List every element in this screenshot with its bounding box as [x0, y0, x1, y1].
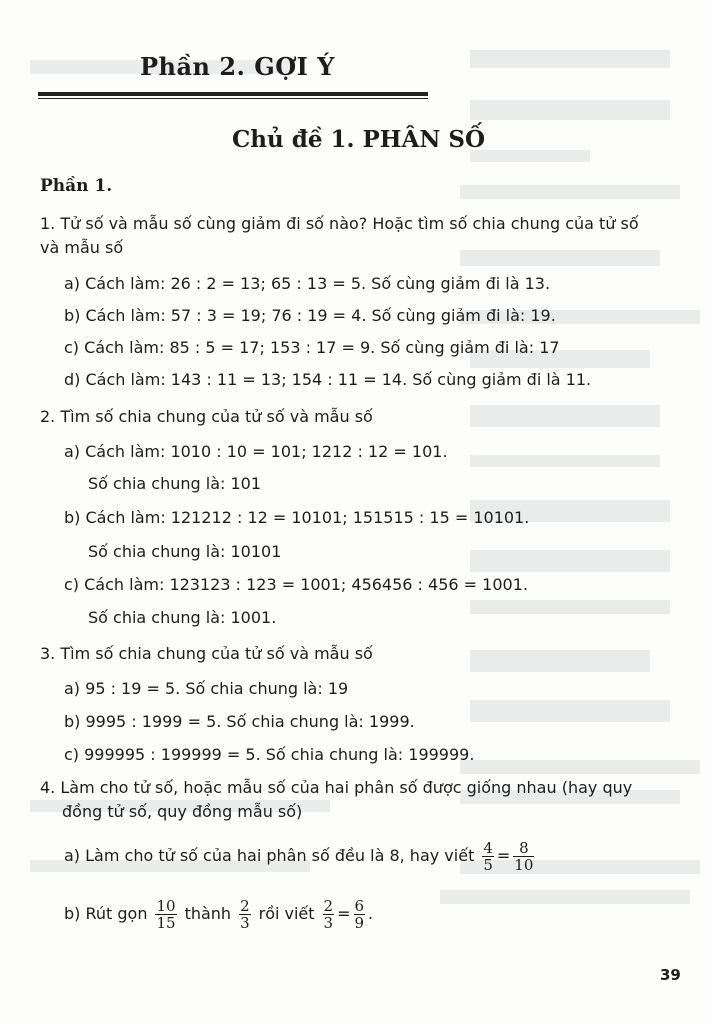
- q1-heading-cont: và mẫu số: [40, 238, 124, 257]
- part-title: Phần 2. GỢI Ý: [140, 52, 335, 81]
- q2-item-b-result: Số chia chung là: 10101: [88, 542, 282, 561]
- q3-item-c: c) 999995 : 199999 = 5. Số chia chung là: 199999.: [64, 745, 475, 764]
- q3-item-a: a) 95 : 19 = 5. Số chia chung là: 19: [64, 679, 349, 698]
- q1-item-d: d) Cách làm: 143 : 11 = 13; 154 : 11 = 14. Số cùng giảm đi là 11.: [64, 370, 592, 389]
- section-label: Phần 1.: [40, 176, 113, 196]
- q4-item-a-text: a) Làm cho tử số của hai phân số đều là 8, hay viết: [64, 846, 475, 865]
- q1-item-b: b) Cách làm: 57 : 3 = 19; 76 : 19 = 4. Số cùng giảm đi là: 19.: [64, 306, 556, 325]
- q2-item-b: b) Cách làm: 121212 : 12 = 10101; 151515 : 15 = 10101.: [64, 508, 530, 527]
- q2-item-c: c) Cách làm: 123123 : 123 = 1001; 456456 : 456 = 1001.: [64, 575, 528, 594]
- q3-item-b: b) 9995 : 1999 = 5. Số chia chung là: 1999.: [64, 712, 415, 731]
- q4-heading: 4. Làm cho tử số, hoặc mẫu số của hai phân số được giống nhau (hay quy: [40, 778, 633, 797]
- period: .: [368, 904, 374, 923]
- q1-item-a: a) Cách làm: 26 : 2 = 13; 65 : 13 = 5. Số cùng giảm đi là 13.: [64, 274, 551, 293]
- q4-item-b-text: rồi viết: [258, 904, 315, 923]
- equals-sign: =: [496, 846, 511, 865]
- chapter-title: Chủ đề 1. PHÂN SỐ: [232, 126, 486, 153]
- q4-item-b-text: b) Rút gọn: [64, 904, 148, 923]
- q4-item-b: [64, 894, 373, 934]
- q4-heading-cont: đồng tử số, quy đồng mẫu số): [62, 802, 303, 821]
- fraction: $\frac{8}{10}$: [514, 838, 534, 874]
- q1-heading: 1. Tử số và mẫu số cùng giảm đi số nào? Hoặc tìm số chia chung của tử số: [40, 214, 639, 233]
- title-underline: [38, 92, 428, 96]
- q2-item-a-result: Số chia chung là: 101: [88, 474, 262, 493]
- page-number: 39: [660, 966, 681, 984]
- q4-item-b-text: thành: [184, 904, 232, 923]
- fraction: $\frac{2}{3}$: [240, 896, 250, 932]
- fraction: $\frac{6}{9}$: [354, 896, 365, 932]
- q3-heading: 3. Tìm số chia chung của tử số và mẫu số: [40, 644, 373, 663]
- equals-sign: =: [337, 904, 351, 923]
- fraction: $\frac{2}{3}$: [323, 896, 334, 932]
- q1-item-c: c) Cách làm: 85 : 5 = 17; 153 : 17 = 9. Số cùng giảm đi là: 17: [64, 338, 560, 357]
- q2-item-c-result: Số chia chung là: 1001.: [88, 608, 277, 627]
- fraction: $\frac{4}{5}$: [483, 838, 493, 874]
- title-underline-thin: [38, 98, 428, 99]
- fraction: $\frac{10}{15}$: [156, 896, 176, 932]
- q4-item-a: [64, 836, 537, 876]
- q2-heading: 2. Tìm số chia chung của tử số và mẫu số: [40, 407, 373, 426]
- q2-item-a: a) Cách làm: 1010 : 10 = 101; 1212 : 12 = 101.: [64, 442, 448, 461]
